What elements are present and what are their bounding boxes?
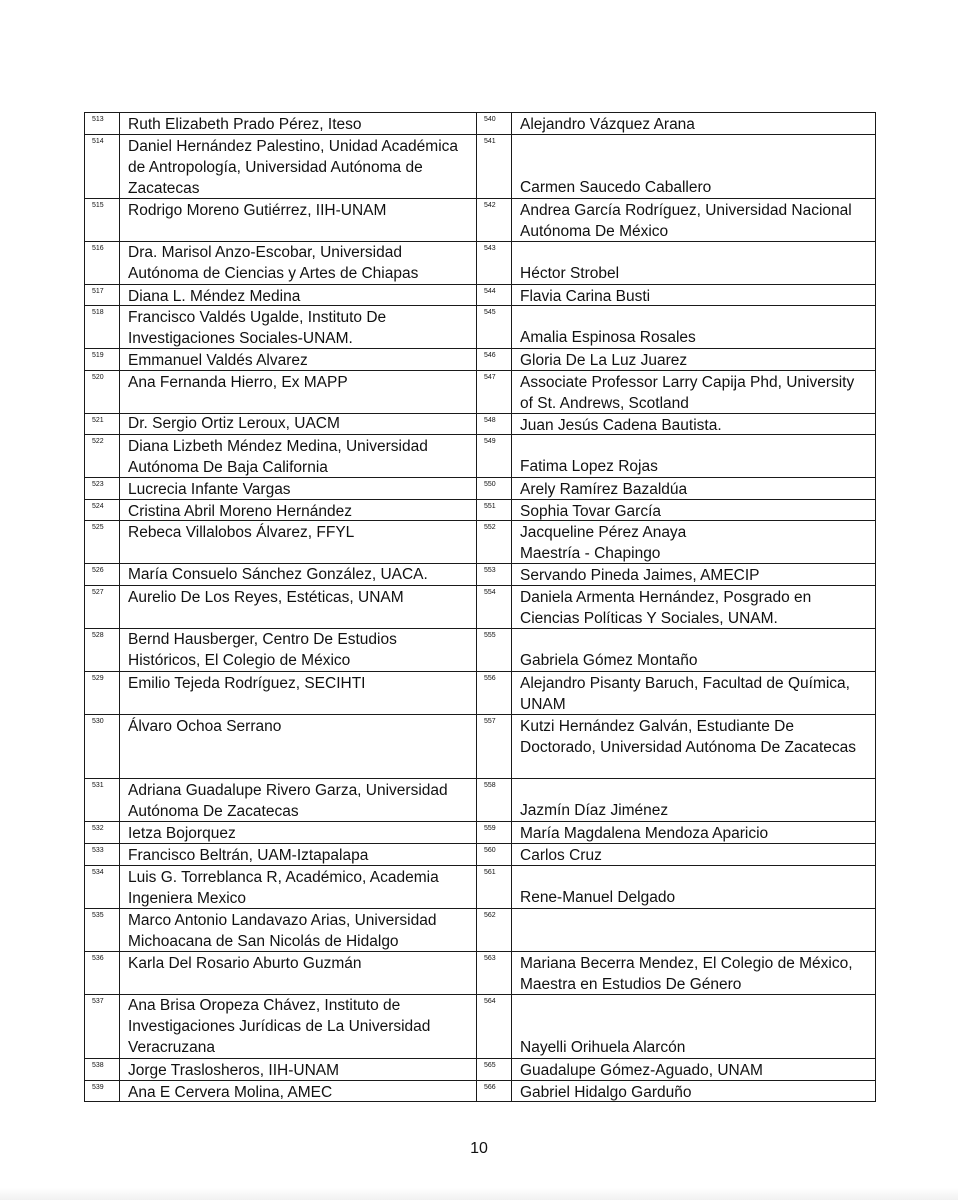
signatory-cell-content	[520, 415, 871, 434]
signatory-number: 518	[85, 306, 120, 349]
signatory-cell-content	[128, 501, 472, 520]
signatory-number: 529	[85, 672, 120, 715]
signatory-cell-content	[128, 200, 472, 241]
signatory-name: Alejandro Pisanty Baruch, Facultad de Química, UNAM	[520, 675, 850, 713]
signatory-cell	[120, 435, 477, 478]
signatory-name: Associate Professor Larry Capija Phd, University of St. Andrews, Scotland	[520, 374, 855, 412]
signatory-number: 549	[477, 435, 512, 478]
signatory-cell	[120, 909, 477, 952]
table-row	[85, 564, 876, 586]
signatory-cell-content	[128, 243, 472, 284]
table-row	[85, 500, 876, 521]
table-row	[85, 952, 876, 995]
signatory-cell	[512, 199, 876, 242]
signatory-cell-content	[520, 673, 871, 714]
signatory-cell-content	[520, 1060, 871, 1080]
signatory-number: 559	[477, 822, 512, 844]
signatory-cell	[120, 285, 477, 306]
signatory-number: 565	[477, 1059, 512, 1081]
signatory-cell-content	[520, 501, 871, 520]
signatory-cell	[120, 822, 477, 844]
signatory-name: Ana E Cervera Molina, AMEC	[128, 1084, 333, 1101]
signatory-cell	[120, 672, 477, 715]
signatory-cell-content	[128, 587, 472, 628]
signatories-table-body	[85, 113, 876, 1102]
signatory-cell	[120, 564, 477, 586]
signatory-cell	[512, 371, 876, 414]
signatory-name: María Consuelo Sánchez González, UACA.	[128, 566, 428, 583]
signatory-name: Bernd Hausberger, Centro De Estudios Históricos, El Colegio de México	[128, 631, 397, 669]
signatory-number: 524	[85, 500, 120, 521]
signatory-name: Mariana Becerra Mendez, El Colegio de México, Maestra en Estudios De Género	[520, 955, 853, 993]
signatory-name: Aurelio De Los Reyes, Estéticas, UNAM	[128, 589, 404, 606]
signatory-number: 532	[85, 822, 120, 844]
signatory-cell-content	[128, 479, 472, 499]
signatory-number: 561	[477, 866, 512, 909]
signatory-number: 517	[85, 285, 120, 306]
signatory-name: Juan Jesús Cadena Bautista.	[520, 417, 722, 434]
signatory-cell	[120, 199, 477, 242]
signatory-number: 539	[85, 1081, 120, 1102]
signatory-cell	[512, 822, 876, 844]
signatory-cell	[120, 866, 477, 909]
signatory-cell	[120, 844, 477, 866]
signatory-cell	[120, 586, 477, 629]
signatory-number: 519	[85, 349, 120, 371]
signatory-name: Héctor Strobel	[520, 265, 620, 282]
signatory-name: Ana Fernanda Hierro, Ex MAPP	[128, 374, 348, 391]
signatory-number: 528	[85, 629, 120, 672]
signatory-cell-content	[520, 910, 871, 951]
table-row	[85, 521, 876, 564]
signatory-number: 514	[85, 135, 120, 199]
signatory-cell-content	[520, 136, 871, 198]
signatory-name: Dra. Marisol Anzo-Escobar, Universidad Autónoma de Ciencias y Artes de Chiapas	[128, 244, 419, 282]
table-row	[85, 672, 876, 715]
signatory-number: 534	[85, 866, 120, 909]
signatory-name: Arely Ramírez Bazaldúa	[520, 481, 688, 498]
table-row	[85, 414, 876, 435]
table-row	[85, 715, 876, 779]
signatory-name: Marco Antonio Landavazo Arias, Universidad Michoacana de San Nicolás de Hidalgo	[128, 912, 437, 950]
page-bottom-edge	[0, 1188, 958, 1200]
table-row	[85, 199, 876, 242]
signatory-name: Ruth Elizabeth Prado Pérez, Iteso	[128, 116, 362, 133]
signatory-cell-content	[520, 436, 871, 477]
signatory-cell	[512, 1059, 876, 1081]
signatory-cell-content	[128, 780, 472, 821]
signatory-name: Amalia Espinosa Rosales	[520, 329, 696, 346]
table-row	[85, 844, 876, 866]
signatory-number: 521	[85, 414, 120, 435]
table-row	[85, 779, 876, 822]
signatory-number: 548	[477, 414, 512, 435]
signatory-cell-content	[520, 1082, 871, 1101]
signatory-name: Jorge Traslosheros, IIH-UNAM	[128, 1062, 340, 1079]
signatory-cell-content	[128, 996, 472, 1058]
signatory-cell-content	[128, 1082, 472, 1101]
signatory-number: 520	[85, 371, 120, 414]
signatory-cell-content	[520, 350, 871, 370]
signatory-name: Jazmín Díaz Jiménez	[520, 802, 669, 819]
signatory-name: Rodrigo Moreno Gutiérrez, IIH-UNAM	[128, 202, 387, 219]
signatory-cell	[120, 1081, 477, 1102]
signatory-name: María Magdalena Mendoza Aparicio	[520, 825, 769, 842]
signatory-number: 558	[477, 779, 512, 822]
signatory-name: Álvaro Ochoa Serrano	[128, 718, 282, 735]
signatory-cell-content	[520, 243, 871, 284]
signatory-cell	[512, 909, 876, 952]
signatory-number: 564	[477, 995, 512, 1059]
signatory-number: 553	[477, 564, 512, 586]
signatory-name: Diana Lizbeth Méndez Medina, Universidad Autónoma De Baja California	[128, 438, 428, 476]
signatory-name: Karla Del Rosario Aburto Guzmán	[128, 955, 362, 972]
signatory-cell-content	[520, 114, 871, 134]
signatory-cell-content	[128, 823, 472, 843]
table-row	[85, 822, 876, 844]
signatory-number: 522	[85, 435, 120, 478]
signatory-name: Nayelli Orihuela Alarcón	[520, 1039, 686, 1056]
table-row	[85, 435, 876, 478]
signatory-name: Carlos Cruz	[520, 847, 602, 864]
signatory-name: Luis G. Torreblanca R, Académico, Academia Ingeniera Mexico	[128, 869, 439, 907]
signatory-affiliation: Maestría - Chapingo	[520, 545, 661, 562]
signatory-cell	[512, 715, 876, 779]
signatory-cell	[120, 500, 477, 521]
signatory-number: 555	[477, 629, 512, 672]
signatory-cell-content	[128, 565, 472, 585]
signatory-cell-content	[520, 867, 871, 908]
signatory-name: Daniela Armenta Hernández, Posgrado en Ciencias Políticas Y Sociales, UNAM.	[520, 589, 812, 627]
signatory-cell	[512, 1081, 876, 1102]
signatory-number: 550	[477, 478, 512, 500]
signatory-number: 531	[85, 779, 120, 822]
signatory-cell-content	[128, 350, 472, 370]
signatory-number: 557	[477, 715, 512, 779]
signatory-cell-content	[520, 200, 871, 241]
signatory-cell	[512, 521, 876, 564]
signatory-cell-content	[128, 845, 472, 865]
table-row	[85, 285, 876, 306]
signatory-cell	[512, 306, 876, 349]
signatory-cell	[120, 779, 477, 822]
signatory-cell-content	[128, 673, 472, 714]
table-row	[85, 242, 876, 285]
signatory-name: Adriana Guadalupe Rivero Garza, Universidad Autónoma De Zacatecas	[128, 782, 448, 820]
signatory-cell	[512, 113, 876, 135]
signatory-cell-content	[128, 953, 472, 994]
table-row	[85, 1081, 876, 1102]
signatory-number: 536	[85, 952, 120, 995]
signatory-name: Emmanuel Valdés Alvarez	[128, 352, 308, 369]
signatory-cell	[120, 113, 477, 135]
signatory-number: 562	[477, 909, 512, 952]
table-row	[85, 995, 876, 1059]
signatory-name: Gabriela Gómez Montaño	[520, 652, 698, 669]
table-row	[85, 586, 876, 629]
signatory-name: Flavia Carina Busti	[520, 288, 651, 305]
signatory-number: 544	[477, 285, 512, 306]
signatory-name: Emilio Tejeda Rodríguez, SECIHTI	[128, 675, 366, 692]
signatory-name: Ana Brisa Oropeza Chávez, Instituto de Investigaciones Jurídicas de La Universidad Veracruzana	[128, 997, 431, 1056]
signatory-number: 525	[85, 521, 120, 564]
table-row	[85, 135, 876, 199]
table-row	[85, 629, 876, 672]
signatory-cell	[512, 285, 876, 306]
signatory-cell-content	[520, 286, 871, 305]
signatory-cell	[120, 371, 477, 414]
signatory-number: 547	[477, 371, 512, 414]
signatory-cell-content	[128, 286, 472, 305]
signatory-cell	[512, 435, 876, 478]
signatory-cell	[512, 135, 876, 199]
signatory-cell-content	[520, 716, 871, 778]
signatory-name: Andrea García Rodríguez, Universidad Nacional Autónoma De México	[520, 202, 852, 240]
signatory-number: 556	[477, 672, 512, 715]
signatory-name: Daniel Hernández Palestino, Unidad Académica de Antropología, Universidad Autónoma de Zacatecas	[128, 138, 459, 197]
signatory-cell-content	[128, 114, 472, 134]
signatory-number: 530	[85, 715, 120, 779]
signatory-number: 566	[477, 1081, 512, 1102]
signatory-cell	[120, 478, 477, 500]
signatory-number: 540	[477, 113, 512, 135]
signatory-cell	[512, 995, 876, 1059]
signatory-cell-content	[520, 845, 871, 865]
signatory-cell	[120, 414, 477, 435]
signatories-table	[84, 112, 876, 1102]
signatory-number: 560	[477, 844, 512, 866]
table-row	[85, 113, 876, 135]
signatory-cell-content	[128, 1060, 472, 1080]
table-row	[85, 478, 876, 500]
signatory-number: 515	[85, 199, 120, 242]
signatory-cell	[512, 779, 876, 822]
table-row	[85, 371, 876, 414]
signatory-cell-content	[128, 867, 472, 908]
signatory-cell-content	[520, 479, 871, 499]
signatory-cell-content	[520, 522, 871, 563]
signatory-cell	[120, 952, 477, 995]
signatory-number: 551	[477, 500, 512, 521]
signatory-cell-content	[128, 910, 472, 951]
signatory-cell-content	[128, 307, 472, 348]
signatory-cell	[120, 1059, 477, 1081]
signatory-cell	[120, 349, 477, 371]
signatory-name: Francisco Valdés Ugalde, Instituto De Investigaciones Sociales-UNAM.	[128, 309, 387, 347]
signatory-cell	[512, 952, 876, 995]
signatory-number: 535	[85, 909, 120, 952]
signatory-cell-content	[128, 630, 472, 671]
signatory-name: Lucrecia Infante Vargas	[128, 481, 291, 498]
signatory-name: Servando Pineda Jaimes, AMECIP	[520, 567, 760, 584]
signatory-cell	[120, 521, 477, 564]
signatory-number: 563	[477, 952, 512, 995]
signatory-name: Rene-Manuel Delgado	[520, 889, 676, 906]
signatory-name: Guadalupe Gómez-Aguado, UNAM	[520, 1062, 763, 1079]
table-row	[85, 909, 876, 952]
signatory-number: 526	[85, 564, 120, 586]
signatory-cell	[120, 715, 477, 779]
table-row	[85, 866, 876, 909]
signatory-number: 552	[477, 521, 512, 564]
signatory-number: 541	[477, 135, 512, 199]
signatory-cell	[512, 414, 876, 435]
signatory-cell-content	[128, 522, 472, 563]
signatory-cell	[512, 564, 876, 586]
signatory-cell	[120, 629, 477, 672]
signatory-name: Jacqueline Pérez Anaya	[520, 524, 687, 541]
signatory-cell-content	[128, 716, 472, 778]
signatory-cell	[512, 500, 876, 521]
signatory-name: Cristina Abril Moreno Hernández	[128, 503, 352, 520]
signatory-cell-content	[520, 823, 871, 843]
signatory-name: Diana L. Méndez Medina	[128, 288, 301, 305]
signatory-number: 513	[85, 113, 120, 135]
signatory-cell	[512, 242, 876, 285]
signatory-cell	[120, 306, 477, 349]
signatory-cell	[512, 672, 876, 715]
signatory-cell-content	[520, 780, 871, 821]
signatory-name: Gloria De La Luz Juarez	[520, 352, 688, 369]
table-row	[85, 1059, 876, 1081]
table-row	[85, 349, 876, 371]
signatory-name: Carmen Saucedo Caballero	[520, 179, 712, 196]
signatory-name: Gabriel Hidalgo Garduño	[520, 1084, 692, 1101]
signatory-number: 523	[85, 478, 120, 500]
signatory-number: 543	[477, 242, 512, 285]
signatory-number: 542	[477, 199, 512, 242]
signatory-cell	[512, 866, 876, 909]
signatory-cell	[120, 995, 477, 1059]
signatory-cell-content	[128, 415, 472, 434]
signatory-number: 554	[477, 586, 512, 629]
signatory-cell-content	[520, 630, 871, 671]
signatory-name: Kutzi Hernández Galván, Estudiante De Doctorado, Universidad Autónoma De Zacatecas	[520, 718, 857, 756]
signatory-number: 533	[85, 844, 120, 866]
signatory-cell-content	[520, 953, 871, 994]
signatory-name: Ietza Bojorquez	[128, 825, 236, 842]
signatory-cell	[512, 478, 876, 500]
signatory-name: Francisco Beltrán, UAM-Iztapalapa	[128, 847, 369, 864]
signatory-cell	[120, 135, 477, 199]
signatory-cell-content	[128, 372, 472, 413]
signatory-name: Alejandro Vázquez Arana	[520, 116, 695, 133]
signatory-cell-content	[520, 587, 871, 628]
signatory-cell	[512, 349, 876, 371]
page-number: 10	[470, 1140, 488, 1157]
signatory-cell-content	[520, 372, 871, 413]
signatory-number: 538	[85, 1059, 120, 1081]
table-row	[85, 306, 876, 349]
signatory-name: Dr. Sergio Ortiz Leroux, UACM	[128, 415, 340, 432]
signatory-number: 546	[477, 349, 512, 371]
signatory-cell-content	[128, 136, 472, 198]
signatory-number: 537	[85, 995, 120, 1059]
signatory-number: 545	[477, 306, 512, 349]
signatory-name: Sophia Tovar García	[520, 503, 662, 520]
signatory-number: 516	[85, 242, 120, 285]
signatory-cell-content	[520, 565, 871, 585]
signatory-name: Rebeca Villalobos Álvarez, FFYL	[128, 524, 355, 541]
signatory-name: Fatima Lopez Rojas	[520, 458, 658, 475]
signatory-cell-content	[128, 436, 472, 477]
signatory-cell	[120, 242, 477, 285]
signatory-cell	[512, 629, 876, 672]
signatory-number: 527	[85, 586, 120, 629]
signatory-cell-content	[520, 307, 871, 348]
signatory-cell	[512, 844, 876, 866]
signatory-cell-content	[520, 996, 871, 1058]
signatory-cell	[512, 586, 876, 629]
